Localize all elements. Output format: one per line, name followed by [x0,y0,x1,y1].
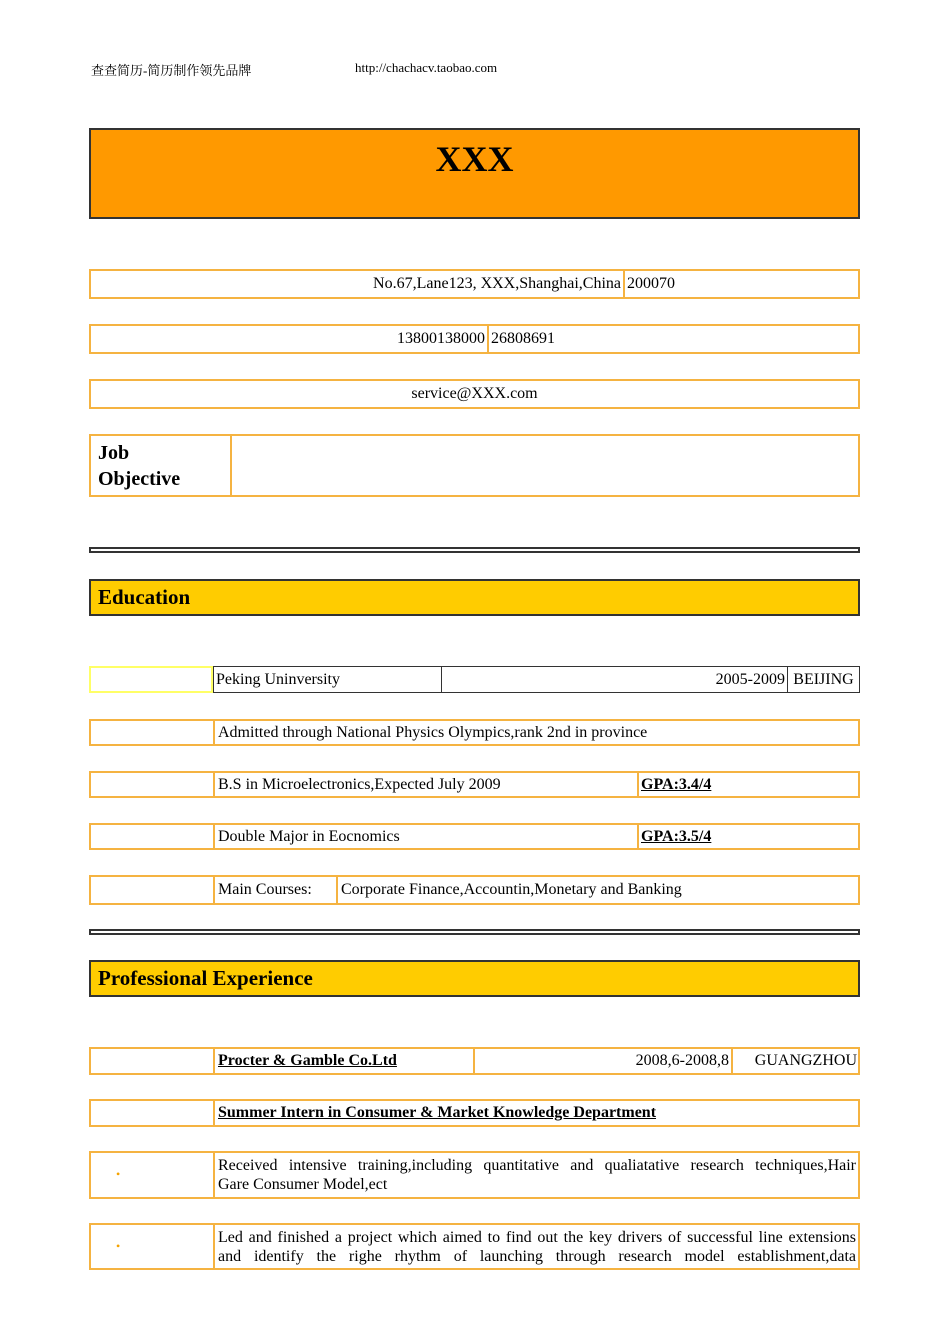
courses-row [89,875,860,905]
degree: B.S in Microelectronics,Expected July 2009 [213,773,637,796]
objective-label [91,436,230,495]
bullet-text-1 [213,1153,858,1197]
school-name: Peking Uninversity [216,670,340,688]
company-row [89,1047,860,1075]
courses-label: Main Courses: [213,877,336,903]
postcode: 200070 [623,271,858,297]
degree-row [89,771,860,798]
role-title: Summer Intern in Consumer & Market Knowledge Department [213,1101,858,1125]
objective-label-line1: Job [98,441,130,464]
phone: 26808691 [487,326,858,352]
role-row [89,1099,860,1127]
school-city: BEIJING [787,667,859,692]
bullet-dot-icon: • [116,1167,121,1181]
bullet-dot-icon: • [116,1239,121,1253]
bullet-2-line-1: Led and finished a project which aimed to find out the key drivers of successful line extensions [218,1228,856,1246]
phone-row [89,324,860,354]
section-divider [89,547,860,553]
courses: Corporate Finance,Accountin,Monetary and Banking [336,877,858,903]
name-banner [89,128,860,219]
education-heading: Education [89,579,860,616]
objective-label-line2: Objective [98,467,181,490]
section-divider [89,929,860,935]
bullet-row-2 [89,1223,860,1270]
company-period: 2008,6-2008,8 [473,1049,731,1073]
brand-text: 查查简历-简历制作领先品牌 [91,63,252,78]
address: No.67,Lane123, XXX,Shanghai,China [373,275,621,292]
double-major-row [89,823,860,850]
objective-row [89,434,860,497]
bullet-text-2 [213,1225,858,1268]
email[interactable]: service@XXX.com [411,385,538,402]
header-url[interactable]: http://chachacv.taobao.com [355,60,498,75]
experience-heading: Professional Experience [89,960,860,997]
bullet-row-1 [89,1151,860,1199]
candidate-name: XXX [435,139,514,179]
email-row [89,379,860,409]
school-years: 2005-2009 [441,667,787,692]
double-major: Double Major in Eocnomics [213,825,637,848]
bullet-2-line-2: and identify the righe rhythm of launching through research model establishment,data [218,1247,856,1265]
gpa-double-major: GPA:3.5/4 [637,825,858,848]
gpa-major: GPA:3.4/4 [637,773,858,796]
address-row [89,269,860,299]
bullet-1-line-1: Received intensive training,including quantitative and qualiatative research techniques,Hair [218,1157,856,1174]
company-city: GUANGZHOU [731,1049,858,1073]
school-row [213,666,860,693]
bullet-1-line-2: Gare Consumer Model,ect [218,1176,388,1193]
company-name: Procter & Gamble Co.Ltd [213,1049,473,1073]
mobile: 13800138000 [397,330,485,347]
school-left-cell [89,666,213,693]
admission-row [89,719,860,746]
objective-text [230,436,858,495]
admission: Admitted through National Physics Olympics,rank 2nd in province [213,721,858,744]
